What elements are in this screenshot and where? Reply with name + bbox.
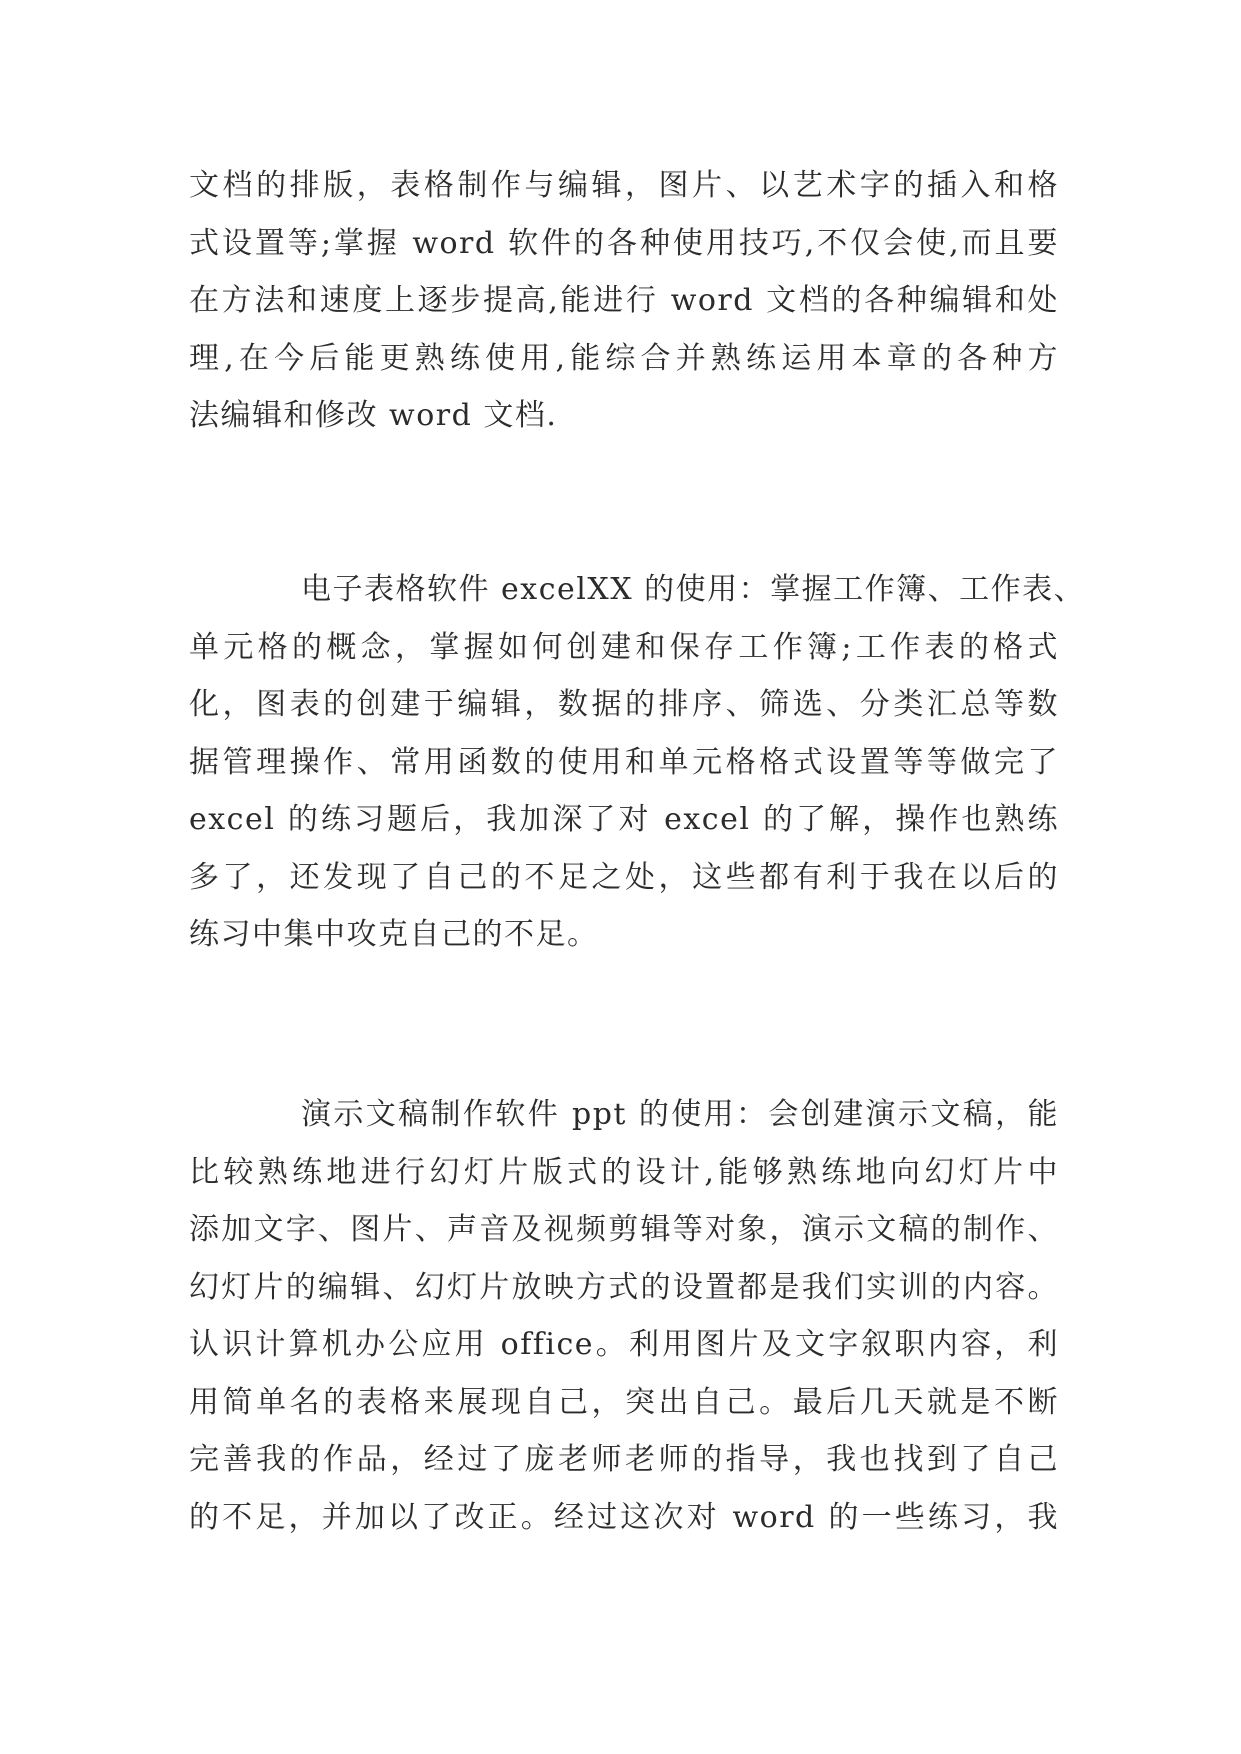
text-line: 演示文稿制作软件 ppt 的使用：会创建演示文稿，能 (301, 1097, 1059, 1132)
text-line: 练习中集中攻克自己的不足。 (189, 917, 599, 952)
text-line: 幻灯片的编辑、幻灯片放映方式的设置都是我们实训的内容。 (189, 1269, 1059, 1305)
paragraph-excel (189, 561, 1086, 964)
paragraph-word (189, 157, 1059, 445)
text-line: 在方法和速度上逐步提高,能进行 word 文档的各种编辑和处 (189, 283, 1059, 318)
text-line: 用简单名的表格来展现自己，突出自己。最后几天就是不断 (189, 1384, 1059, 1420)
text-line: 法编辑和修改 word 文档. (189, 398, 558, 433)
text-line: 式设置等;掌握 word 软件的各种使用技巧,不仅会使,而且要 (189, 225, 1059, 261)
text-line: 据管理操作、常用函数的使用和单元格格式设置等等做完了 (189, 744, 1059, 780)
text-line: 化，图表的创建于编辑，数据的排序、筛选、分类汇总等数 (189, 687, 1059, 722)
text-line: 单元格的概念，掌握如何创建和保存工作簿;工作表的格式 (189, 629, 1059, 665)
text-line: 多了，还发现了自己的不足之处，这些都有利于我在以后的 (189, 859, 1059, 895)
text-line: 的不足，并加以了改正。经过这次对 word 的一些练习，我 (189, 1499, 1059, 1535)
text-line: 理,在今后能更熟练使用,能综合并熟练运用本章的各种方 (189, 340, 1059, 376)
text-line: 完善我的作品，经过了庞老师老师的指导，我也找到了自己 (189, 1442, 1059, 1477)
text-line: 认识计算机办公应用 office。利用图片及文字叙职内容，利 (189, 1327, 1059, 1362)
text-line: 添加文字、图片、声音及视频剪辑等对象，演示文稿的制作、 (189, 1212, 1059, 1247)
paragraph-ppt (189, 1086, 1059, 1546)
text-line: excel 的练习题后，我加深了对 excel 的了解，操作也熟练 (189, 802, 1059, 837)
text-line: 比较熟练地进行幻灯片版式的设计,能够熟练地向幻灯片中 (189, 1154, 1059, 1190)
text-line: 电子表格软件 excelXX 的使用：掌握工作簿、工作表、 (301, 572, 1086, 607)
text-line: 文档的排版，表格制作与编辑，图片、以艺术字的插入和格 (189, 168, 1059, 203)
